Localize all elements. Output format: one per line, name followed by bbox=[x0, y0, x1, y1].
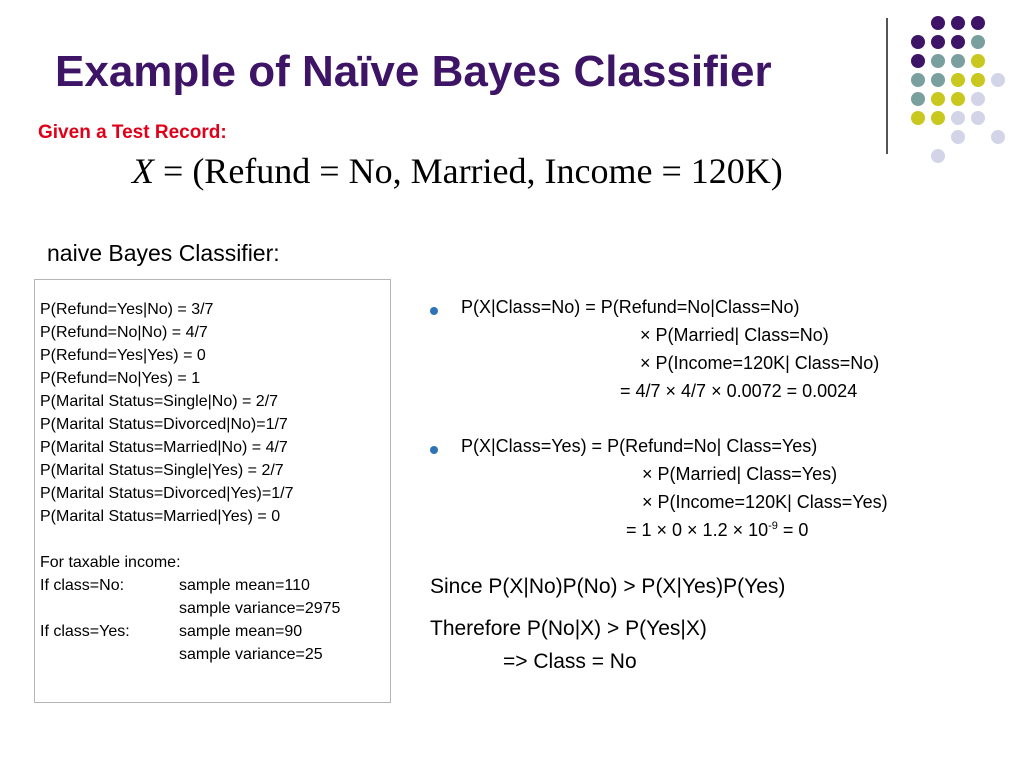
bullet-yes bbox=[430, 446, 438, 454]
prob-line: P(Refund=No|No) = 4/7 bbox=[40, 324, 208, 341]
decorative-dot bbox=[951, 54, 965, 68]
divider-line bbox=[886, 18, 888, 154]
decorative-dot bbox=[951, 73, 965, 87]
decorative-dot bbox=[991, 73, 1005, 87]
decorative-dot bbox=[991, 130, 1005, 144]
decorative-dot bbox=[971, 111, 985, 125]
prob-line: P(Refund=Yes|Yes) = 0 bbox=[40, 347, 206, 364]
conclusion-since: Since P(X|No)P(No) > P(X|Yes)P(Yes) bbox=[430, 575, 786, 598]
income-yes-mean: sample mean=90 bbox=[179, 623, 303, 640]
prob-line: P(Marital Status=Divorced|No)=1/7 bbox=[40, 416, 288, 433]
income-no-label: If class=No: bbox=[40, 577, 125, 594]
prob-line: P(Marital Status=Single|No) = 2/7 bbox=[40, 393, 279, 410]
prob-line: P(Marital Status=Married|Yes) = 0 bbox=[40, 508, 281, 525]
prob-line: P(Refund=Yes|No) = 3/7 bbox=[40, 301, 214, 318]
formula-body: (Refund = No, Married, Income = 120K) bbox=[192, 151, 783, 191]
decorative-dot bbox=[971, 54, 985, 68]
formula-variable: X bbox=[132, 151, 154, 191]
decorative-dot bbox=[951, 92, 965, 106]
decorative-dot bbox=[931, 54, 945, 68]
decorative-dot bbox=[911, 111, 925, 125]
decorative-dot bbox=[931, 149, 945, 163]
income-no-variance: sample variance=2975 bbox=[179, 600, 341, 617]
income-yes-mean-row bbox=[40, 620, 340, 643]
prob-line: P(Marital Status=Divorced|Yes)=1/7 bbox=[40, 485, 294, 502]
decorative-dot bbox=[951, 35, 965, 49]
given-label: Given a Test Record: bbox=[38, 122, 227, 143]
decorative-dot bbox=[971, 92, 985, 106]
decorative-dot bbox=[951, 16, 965, 30]
income-no-mean: sample mean=110 bbox=[179, 577, 310, 594]
decorative-dot bbox=[911, 92, 925, 106]
calc-no-result: = 4/7 × 4/7 × 0.0072 = 0.0024 bbox=[620, 381, 858, 401]
prob-line: P(Marital Status=Single|Yes) = 2/7 bbox=[40, 462, 284, 479]
calc-no-line1: P(X|Class=No) = P(Refund=No|Class=No) bbox=[461, 297, 800, 317]
exponent: -9 bbox=[768, 520, 778, 532]
decorative-dot bbox=[911, 54, 925, 68]
income-yes-label: If class=Yes: bbox=[40, 623, 130, 640]
slide-title: Example of Naïve Bayes Classifier bbox=[55, 47, 772, 96]
decorative-dot bbox=[911, 35, 925, 49]
calc-no-line2: × P(Married| Class=No) bbox=[640, 325, 829, 345]
calc-yes-line2: × P(Married| Class=Yes) bbox=[642, 464, 838, 484]
income-heading: For taxable income: bbox=[40, 554, 181, 571]
probability-list bbox=[40, 298, 340, 666]
decorative-dot bbox=[931, 111, 945, 125]
calc-yes-line3: × P(Income=120K| Class=Yes) bbox=[642, 492, 888, 512]
decorative-dot bbox=[931, 73, 945, 87]
decorative-dot bbox=[971, 73, 985, 87]
decorative-dot bbox=[931, 35, 945, 49]
prob-line: P(Refund=No|Yes) = 1 bbox=[40, 370, 201, 387]
bullet-no bbox=[430, 307, 438, 315]
formula-equals: = bbox=[163, 151, 184, 191]
conclusion-result: => Class = No bbox=[503, 650, 637, 673]
calc-yes-result: = $1 \times 0 \times 1.2 \times 10^{-9} = 0$ bbox=[626, 520, 809, 540]
decorative-dot bbox=[971, 16, 985, 30]
test-record-formula bbox=[132, 150, 783, 192]
classifier-heading: naive Bayes Classifier: bbox=[47, 240, 280, 266]
calc-yes-line1: P(X|Class=Yes) = P(Refund=No| Class=Yes) bbox=[461, 436, 818, 456]
decorative-dot bbox=[911, 73, 925, 87]
decorative-dot bbox=[971, 35, 985, 49]
income-no-mean-row bbox=[40, 574, 340, 597]
calc-no-line3: × P(Income=120K| Class=No) bbox=[640, 353, 880, 373]
decorative-dot bbox=[951, 111, 965, 125]
income-yes-variance: sample variance=25 bbox=[179, 646, 323, 663]
prob-line: P(Marital Status=Married|No) = 4/7 bbox=[40, 439, 288, 456]
decorative-dot bbox=[931, 92, 945, 106]
conclusion-therefore: Therefore P(No|X) > P(Yes|X) bbox=[430, 617, 707, 640]
decorative-dot bbox=[951, 130, 965, 144]
decorative-dot bbox=[931, 16, 945, 30]
